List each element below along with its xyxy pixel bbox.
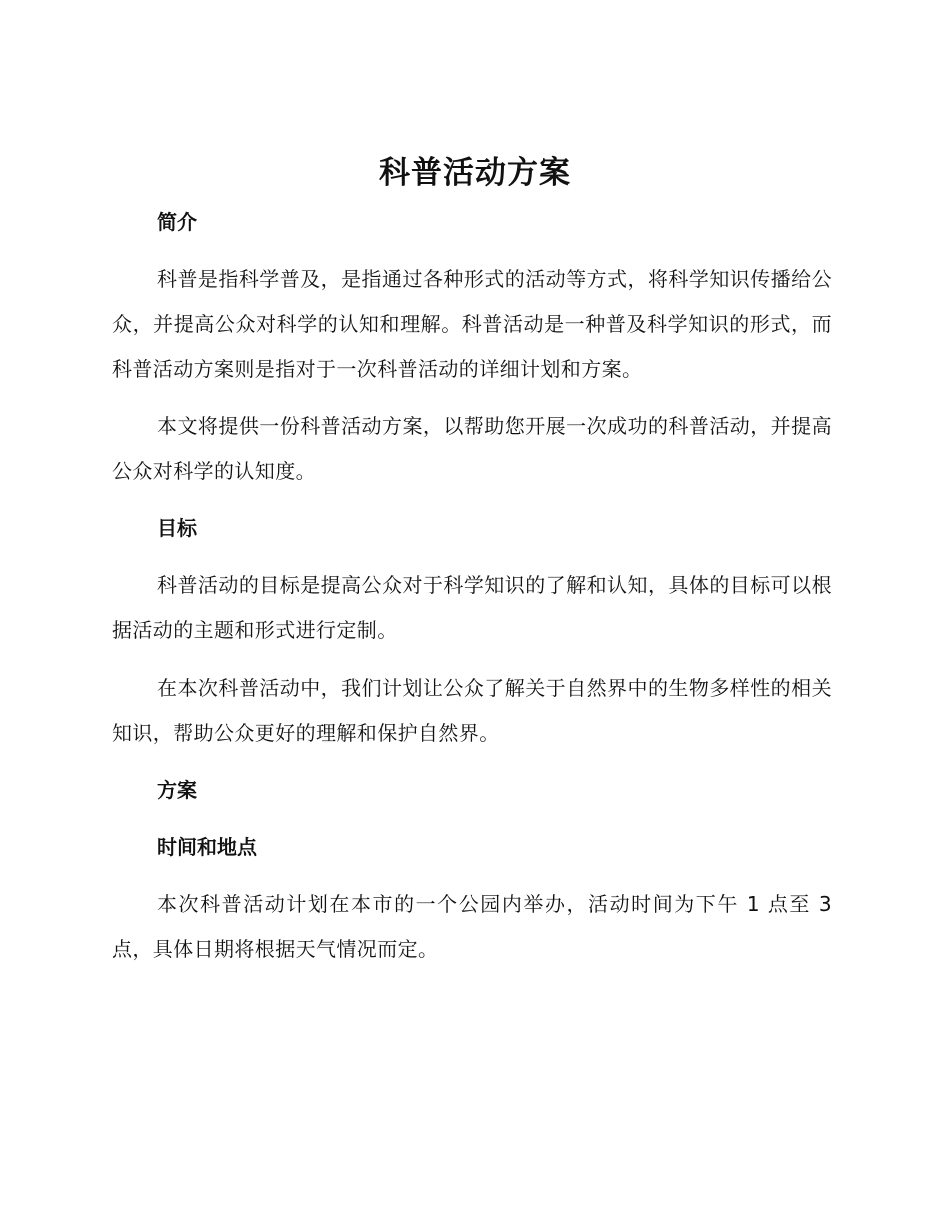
paragraph-goal-2: 在本次科普活动中，我们计划让公众了解关于自然界中的生物多样性的相关知识，帮助公众更好的理解和保护自然界。 [112,676,832,745]
paragraph-time-place-1: 本次科普活动计划在本市的一个公园内举办，活动时间为下午 1 点至 3 点，具体日期将根据天气情况而定。 [112,892,832,961]
paragraph-goal-1: 科普活动的目标是提高公众对于科学知识的了解和认知，具体的目标可以根据活动的主题和形式进行定制。 [112,573,832,642]
section-heading-goal: 目标 [157,516,197,540]
section-heading-plan: 方案 [157,778,197,802]
paragraph-intro-1: 科普是指科学普及，是指通过各种形式的活动等方式，将科学知识传播给公众，并提高公众对科学的认知和理解。科普活动是一种普及科学知识的形式，而科普活动方案则是指对于一次科普活动的详细计划和方案。 [112,267,832,381]
section-heading-time-place: 时间和地点 [157,835,257,859]
document-title: 科普活动方案 [379,155,571,191]
paragraph-intro-2: 本文将提供一份科普活动方案，以帮助您开展一次成功的科普活动，并提高公众对科学的认知度。 [112,414,832,483]
section-heading-intro: 简介 [157,210,197,234]
